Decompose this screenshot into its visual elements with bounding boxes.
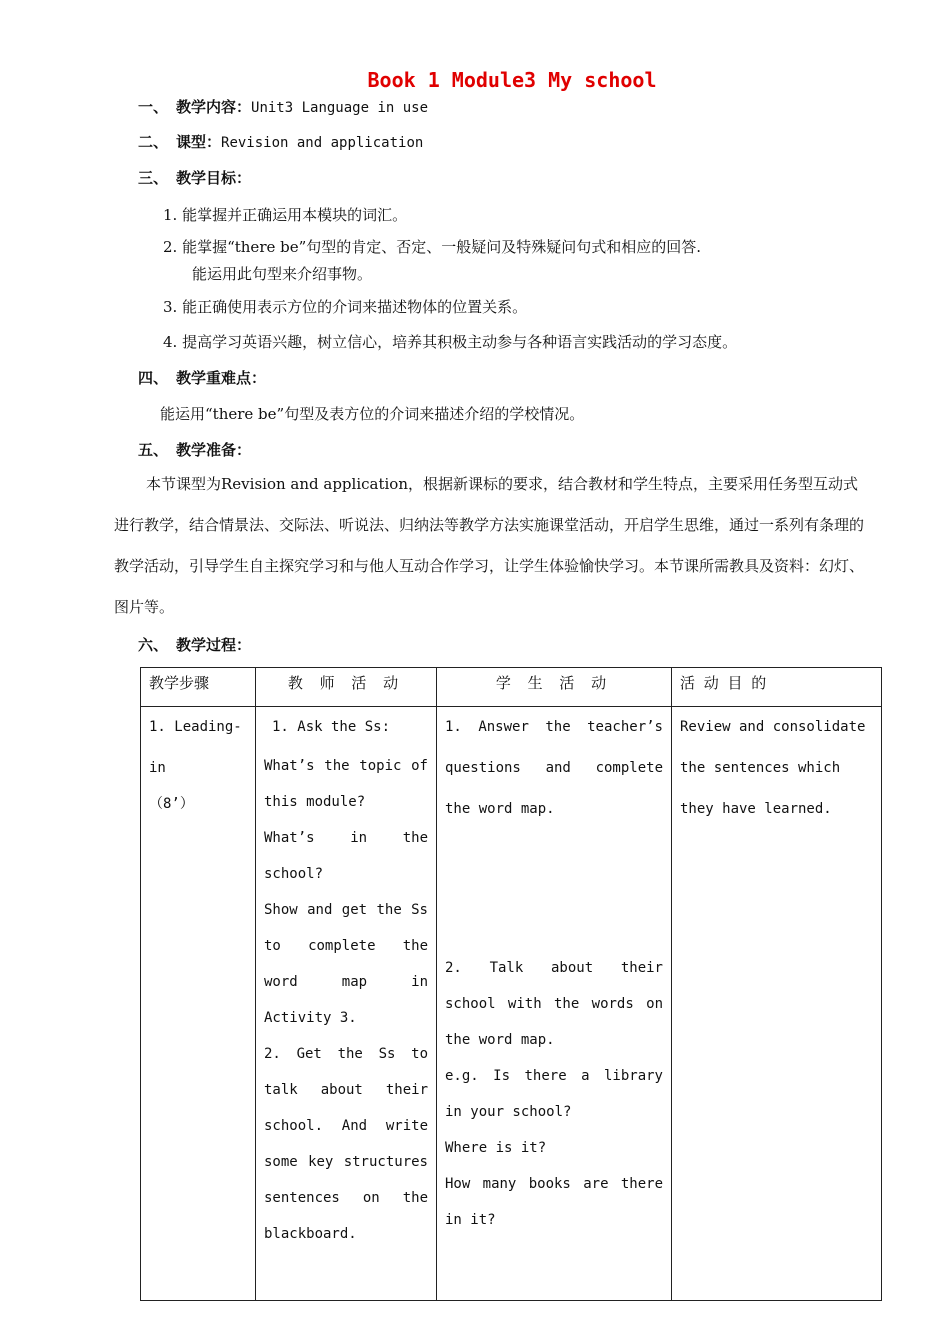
section-number: 五、: [138, 441, 169, 459]
section-number: 二、: [138, 133, 169, 151]
objective-item: 能运用此句型来介绍事物。: [192, 265, 373, 283]
column-header: 学 生 活 动: [437, 668, 672, 707]
student-activity-cell: [437, 707, 672, 1301]
section-heading: 课型：: [176, 133, 222, 151]
table-row: [141, 707, 882, 1301]
objective-item: 2. 能掌握“there be”句型的肯定、否定、一般疑问及特殊疑问句式和相应的回答.: [163, 238, 702, 256]
teacher-activity-line: 1. Ask the Ss:: [272, 719, 391, 735]
preparation-paragraph: 本节课型为Revision and application，根据新课标的要求，结合教材和学生特点，主要采用任务型互动式进行教学，结合情景法、交际法、听说法、归纳法等教学方法实施课堂活动，开启学生思维，通过一系列有条理的教学活动，引导学生自主探究学习和与他人互动合作学习，让学生体验愉快学习。本节课所需教具及资料：幻灯、图片等。: [114, 475, 865, 616]
section-process: [138, 634, 251, 655]
section-objectives: [138, 167, 251, 188]
process-table: [140, 667, 882, 1301]
section-number: 六、: [138, 636, 169, 654]
teacher-activity-line: What’s in the school?: [264, 830, 428, 882]
key-points-text: 能运用“there be”句型及表方位的介词来描述介绍的学校情况。: [160, 405, 585, 423]
objective-item: 3. 能正确使用表示方位的介词来描述物体的位置关系。: [163, 298, 528, 316]
section-heading: 教学目标：: [176, 169, 252, 187]
column-header: 教 师 活 动: [256, 668, 437, 707]
step-duration: （8’）: [149, 796, 194, 812]
step-label: 1. Leading-in: [149, 719, 242, 776]
teacher-activity-line: Show and get the Ss to complete the word map in Activity 3.: [264, 902, 428, 1026]
section-number: 四、: [138, 369, 169, 387]
objective-item: 4. 提高学习英语兴趣，树立信心，培养其积极主动参与各种语言实践活动的学习态度。: [163, 333, 738, 351]
column-header: 教学步骤: [141, 668, 256, 707]
purpose-text: Review and consolidate the sentences which they have learned.: [680, 719, 866, 817]
objective-item: 1. 能掌握并正确运用本模块的词汇。: [163, 206, 408, 224]
section-heading: 教学内容：: [176, 98, 252, 116]
section-number: 一、: [138, 98, 169, 116]
teacher-activity-line: What’s the topic of this module?: [264, 758, 428, 810]
section-heading: 教学准备：: [176, 441, 252, 459]
teacher-activity-line: 2. Get the Ss to talk about their school. And write some key structures sentences on the blackboard.: [264, 1046, 428, 1242]
section-lesson-type: [138, 131, 423, 152]
column-header: 活 动 目 的: [672, 668, 882, 707]
section-key-points: [138, 367, 266, 388]
section-value: Unit3 Language in use: [251, 100, 429, 116]
purpose-cell: [672, 707, 882, 1301]
section-content: [138, 96, 428, 117]
section-number: 三、: [138, 169, 169, 187]
student-activity-line: 1. Answer the teacher’s questions and complete the word map.: [445, 719, 663, 817]
student-activity-line: How many books are there in it?: [445, 1176, 663, 1228]
step-cell: [141, 707, 256, 1301]
student-activity-line: 2. Talk about their school with the words on the word map.: [445, 960, 663, 1048]
section-value: Revision and application: [221, 135, 424, 151]
student-activity-line: Where is it?: [445, 1140, 547, 1156]
section-preparation: [138, 439, 251, 460]
section-heading: 教学重难点：: [176, 369, 267, 387]
teacher-activity-cell: [256, 707, 437, 1301]
student-activity-line: e.g. Is there a library in your school?: [445, 1068, 663, 1120]
section-heading: 教学过程：: [176, 636, 252, 654]
document-title: Book 1 Module3 My school: [367, 68, 657, 92]
